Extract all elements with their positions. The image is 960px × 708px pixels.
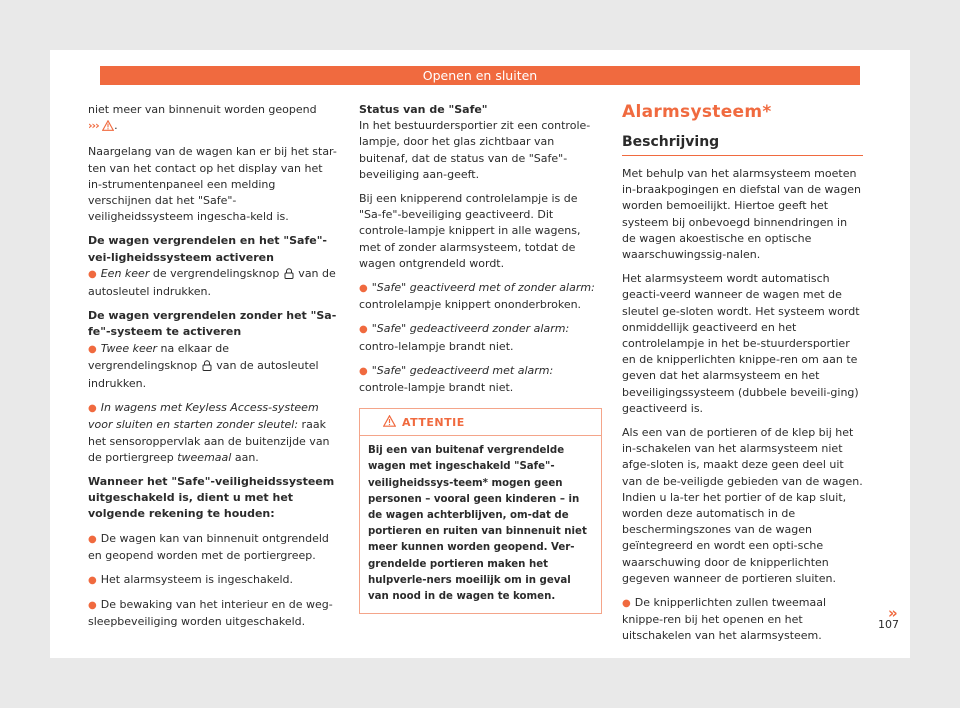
list-item: ● In wagens met Keyless Access-systeem voor sluiten en starten zonder sleutel: raak het sensoroppervlak aan de buitenzijde van de portiergreep tweemaal aan. (88, 401, 330, 464)
lock-icon (202, 360, 212, 376)
page (50, 50, 910, 658)
heading: De wagen vergrendelen zonder het "Sa-fe"-systeem te activeren (88, 309, 337, 339)
paragraph: Naargelang van de wagen kan er bij het star-ten van het contact op het display van het in-strumentenpaneel een melding verschijnen dat het "Safe"-veiligheidssysteem ingescha-keld is. (88, 145, 337, 224)
paragraph: In het bestuurdersportier zit een controle-lampje, door het glas zichtbaar van buitenaf, dat de status van de "Safe"-beveiliging aan-geeft. (359, 119, 591, 181)
paragraph: Met behulp van het alarmsysteem moeten in-braakpogingen en diefstal van de wagen worden bemoeilijkt. Hiertoe geeft het systeem bij onbevoegd binnendringen in de wagen akoestische en optische waarschuwingssig-nalen. (622, 167, 861, 262)
list-item: ● De knipperlichten zullen tweemaal knippe-ren bij het openen en het uitschakelen van het alarmsysteem. (622, 596, 826, 643)
section-title: Alarmsysteem* (622, 102, 772, 122)
column-2 (359, 102, 602, 614)
bullet-icon: ● (88, 343, 97, 355)
list-item: ● De bewaking van het interieur en de weg-sleepbeveiliging worden uitgeschakeld. (88, 598, 333, 629)
page-number: 107 (878, 618, 899, 631)
list-item: ● Twee keer na elkaar de vergrendelingsknop van de autosleutel indrukken. (88, 341, 319, 391)
bullet-icon: ● (88, 268, 97, 280)
bullet-icon: ● (88, 575, 97, 587)
warning-triangle-icon (102, 120, 114, 136)
warning-text: Bij een van buitenaf vergrendelde wagen met ingeschakeld "Safe"-veiligheidssys-teem* mogen geen personen – vooral geen kinderen – in de wagen achterblijven, om-dat de portieren en ruiten van binnenuit niet meer kunnen worden geopend. Ver-grendelde portieren maken het hulpverle-ners moeilijk om in geval van nood in de wagen te komen. (368, 445, 587, 603)
list-item: ● "Safe" gedeactiveerd zonder alarm: contro-lelampje brandt niet. (359, 322, 570, 353)
column-3 (622, 102, 863, 653)
lock-icon (284, 268, 294, 284)
bullet-icon: ● (359, 324, 368, 336)
heading: De wagen vergrendelen en het "Safe"-vei-ligheidssysteem activeren (88, 234, 327, 264)
column-1 (88, 102, 338, 639)
paragraph: Als een van de portieren of de klep bij het in-schakelen van het alarmsysteem niet afge-sloten is, maakt deze geen deel uit van de be-veiligde gebieden van de wagen. Indien u la-ter het portier of de kap sluit, worden deze automatisch in de beschermingszones van de wagen geïntegreerd en wordt een opti-sche waarschuwing door de knipperlichten gegeven wanneer de portieren sluiten. (622, 426, 863, 585)
continued-marker: » (888, 604, 898, 622)
paragraph: niet meer van binnenuit worden geopend (88, 103, 317, 116)
warning-title: ATTENTIE (402, 416, 465, 430)
bullet-icon: ● (359, 365, 368, 377)
bullet-icon: ● (88, 533, 97, 545)
warning-box (359, 408, 602, 614)
heading: Wanneer het "Safe"-veiligheidssysteem uitgeschakeld is, dient u met het volgende rekening te houden: (88, 475, 335, 521)
list-item: ● De wagen kan van binnenuit ontgrendeld en geopend worden met de portiergreep. (88, 531, 329, 562)
bullet-icon: ● (622, 598, 631, 610)
warning-triangle-icon (383, 415, 396, 430)
warning-box-header (360, 409, 601, 436)
paragraph: Bij een knipperend controlelampje is de "Sa-fe"-beveiliging geactiveerd. Dit controle-lampje knippert in alle wagens, met of zonder alarmsysteem, totdat de wagen ontgrendeld wordt. (359, 192, 581, 270)
list-item: ● Een keer de vergrendelingsknop van de autosleutel indrukken. (88, 266, 336, 299)
list-item: ● "Safe" gedeactiveerd met alarm: controle-lampje brandt niet. (359, 363, 554, 395)
subsection-title: Beschrijving (622, 134, 863, 156)
bullet-icon: ● (359, 283, 368, 295)
chapter-header: Openen en sluiten (100, 66, 860, 85)
heading: Status van de "Safe" (359, 103, 488, 116)
bullet-icon: ● (88, 403, 97, 415)
list-item: ● Het alarmsysteem is ingeschakeld. (88, 573, 294, 587)
continue-arrows: ››› (88, 119, 99, 133)
paragraph: ››› . (88, 118, 338, 136)
list-item: ● "Safe" geactiveerd met of zonder alarm: controlelampje knippert ononderbroken. (359, 281, 595, 312)
paragraph: Het alarmsysteem wordt automatisch geacti-veerd wanneer de wagen met de sleutel ge-sloten wordt. Het systeem wordt onmiddellijk geactiveerd en het controlelampje in het be-stuurdersportier en de knipperlichten knippe-ren om aan te geven dat het alarmsysteem en het beveiligingssysteem (dubbele beveili-ging) geactiveerd is. (622, 272, 860, 415)
bullet-icon: ● (88, 600, 97, 612)
